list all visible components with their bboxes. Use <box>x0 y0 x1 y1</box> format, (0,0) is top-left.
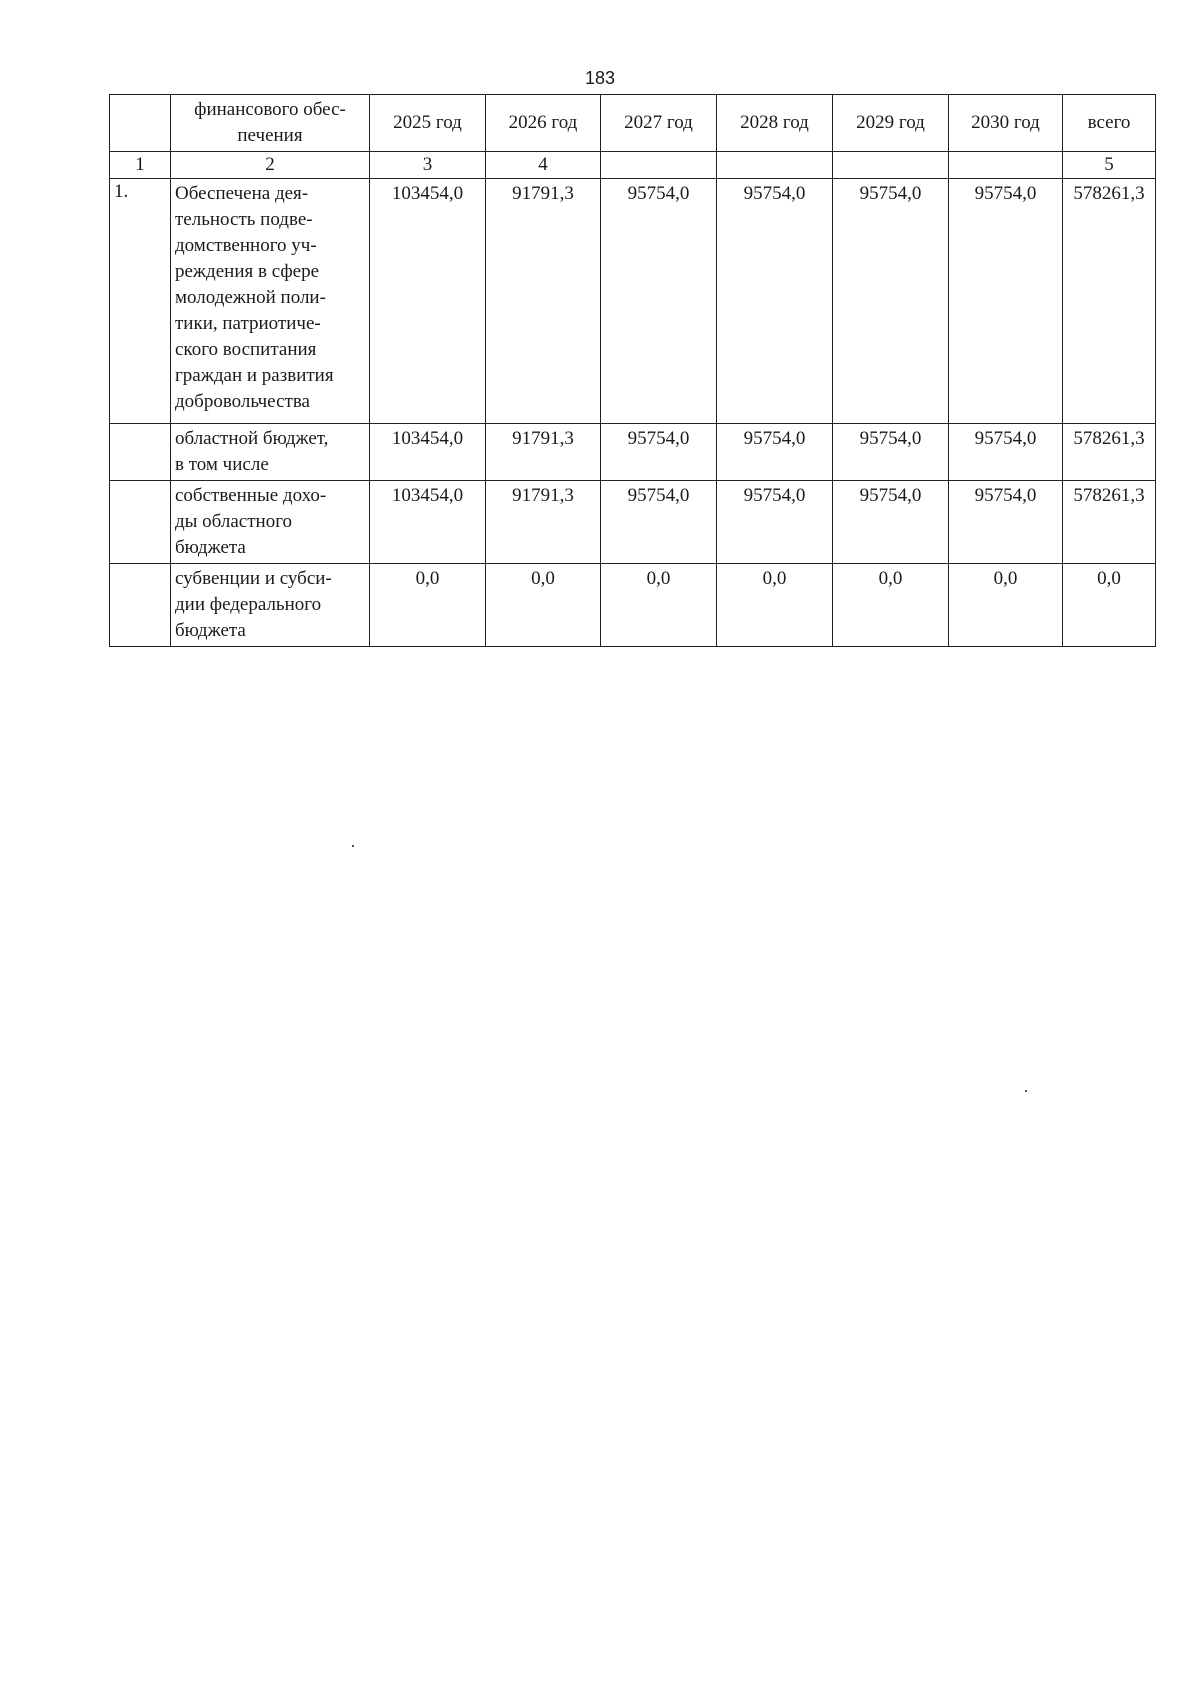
page-number: 183 <box>584 68 616 88</box>
value-text: 0,0 <box>878 568 903 589</box>
table-row <box>110 564 1156 647</box>
index-cell <box>833 152 949 179</box>
index-cell: 4 <box>486 152 601 179</box>
value-cell-2029 <box>833 564 949 647</box>
row-number <box>110 481 171 564</box>
value-text: 95754,0 <box>743 183 806 204</box>
index-cell <box>601 152 717 179</box>
value-text: 95754,0 <box>974 485 1037 506</box>
value-cell-2030 <box>949 564 1063 647</box>
value-text: 95754,0 <box>974 428 1037 449</box>
value-text: 95754,0 <box>859 183 922 204</box>
table-row <box>110 481 1156 564</box>
header-cell-total: всего <box>1063 95 1156 152</box>
header-cell-2030: 2030 год <box>949 95 1063 152</box>
value-text: 103454,0 <box>391 485 464 506</box>
value-cell-2030 <box>949 481 1063 564</box>
value-text: 91791,3 <box>512 485 574 506</box>
financing-table <box>109 94 1156 647</box>
index-cell: 5 <box>1063 152 1156 179</box>
value-cell-2027 <box>601 424 717 481</box>
value-text: 0,0 <box>415 568 440 589</box>
value-cell-2026 <box>486 179 601 424</box>
table-row <box>110 179 1156 424</box>
value-cell-2029 <box>833 424 949 481</box>
index-cell: 3 <box>370 152 486 179</box>
value-text: 91791,3 <box>512 183 574 204</box>
value-text: 0,0 <box>762 568 787 589</box>
value-cell-2028 <box>717 424 833 481</box>
value-text: 578261,3 <box>1073 183 1145 204</box>
value-cell-2026 <box>486 481 601 564</box>
value-text: 95754,0 <box>627 428 690 449</box>
value-text: 0,0 <box>993 568 1018 589</box>
value-text: 0,0 <box>1097 568 1121 589</box>
value-text: 578261,3 <box>1073 428 1145 449</box>
value-cell-2027 <box>601 564 717 647</box>
value-text: 103454,0 <box>391 183 464 204</box>
header-cell-source: финансового обес- печения <box>171 95 370 152</box>
value-text: 95754,0 <box>743 485 806 506</box>
value-cell-2025 <box>370 564 486 647</box>
value-text: 103454,0 <box>391 428 464 449</box>
value-cell-2025 <box>370 481 486 564</box>
value-cell-total <box>1063 424 1156 481</box>
value-cell-total <box>1063 564 1156 647</box>
value-cell-total <box>1063 481 1156 564</box>
header-cell-2028: 2028 год <box>717 95 833 152</box>
scan-speck <box>352 845 354 847</box>
value-text: 95754,0 <box>627 183 690 204</box>
value-cell-2027 <box>601 179 717 424</box>
row-description-text: областной бюджет, в том числе <box>175 428 329 475</box>
value-cell-2030 <box>949 424 1063 481</box>
row-description-text: субвенции и субси- дии федерального бюджета <box>175 568 332 641</box>
row-description <box>171 564 370 647</box>
header-cell-num <box>110 95 171 152</box>
index-cell: 1 <box>110 152 171 179</box>
header-cell-2025: 2025 год <box>370 95 486 152</box>
row-description <box>171 179 370 424</box>
value-cell-2026 <box>486 564 601 647</box>
value-cell-total <box>1063 179 1156 424</box>
row-number <box>110 424 171 481</box>
value-cell-2028 <box>717 481 833 564</box>
row-number <box>110 179 171 424</box>
scan-speck <box>1025 1090 1027 1092</box>
value-text: 95754,0 <box>859 485 922 506</box>
value-text: 578261,3 <box>1073 485 1145 506</box>
value-text: 95754,0 <box>627 485 690 506</box>
value-cell-2029 <box>833 179 949 424</box>
value-cell-2026 <box>486 424 601 481</box>
index-cell <box>949 152 1063 179</box>
value-cell-2025 <box>370 179 486 424</box>
value-text: 95754,0 <box>743 428 806 449</box>
row-description <box>171 424 370 481</box>
value-cell-2029 <box>833 481 949 564</box>
value-cell-2030 <box>949 179 1063 424</box>
row-number <box>110 564 171 647</box>
table-row <box>110 424 1156 481</box>
row-description-text: Обеспечена дея- тельность подве- домственного уч- реждения в сфере молодежной поли- тики, патриотиче- ского воспитания граждан и развития добровольчества <box>175 183 334 412</box>
value-text: 95754,0 <box>974 183 1037 204</box>
index-cell <box>717 152 833 179</box>
index-cell: 2 <box>171 152 370 179</box>
table-index-row <box>110 152 1156 179</box>
table-header-row <box>110 95 1156 152</box>
value-text: 95754,0 <box>859 428 922 449</box>
value-cell-2027 <box>601 481 717 564</box>
header-cell-2026: 2026 год <box>486 95 601 152</box>
value-text: 91791,3 <box>512 428 574 449</box>
row-description <box>171 481 370 564</box>
value-cell-2025 <box>370 424 486 481</box>
header-cell-2029: 2029 год <box>833 95 949 152</box>
value-text: 0,0 <box>646 568 671 589</box>
value-cell-2028 <box>717 179 833 424</box>
value-text: 0,0 <box>531 568 555 589</box>
row-number-text: 1. <box>114 181 129 202</box>
row-description-text: собственные дохо- ды областного бюджета <box>175 485 327 558</box>
header-cell-2027: 2027 год <box>601 95 717 152</box>
value-cell-2028 <box>717 564 833 647</box>
